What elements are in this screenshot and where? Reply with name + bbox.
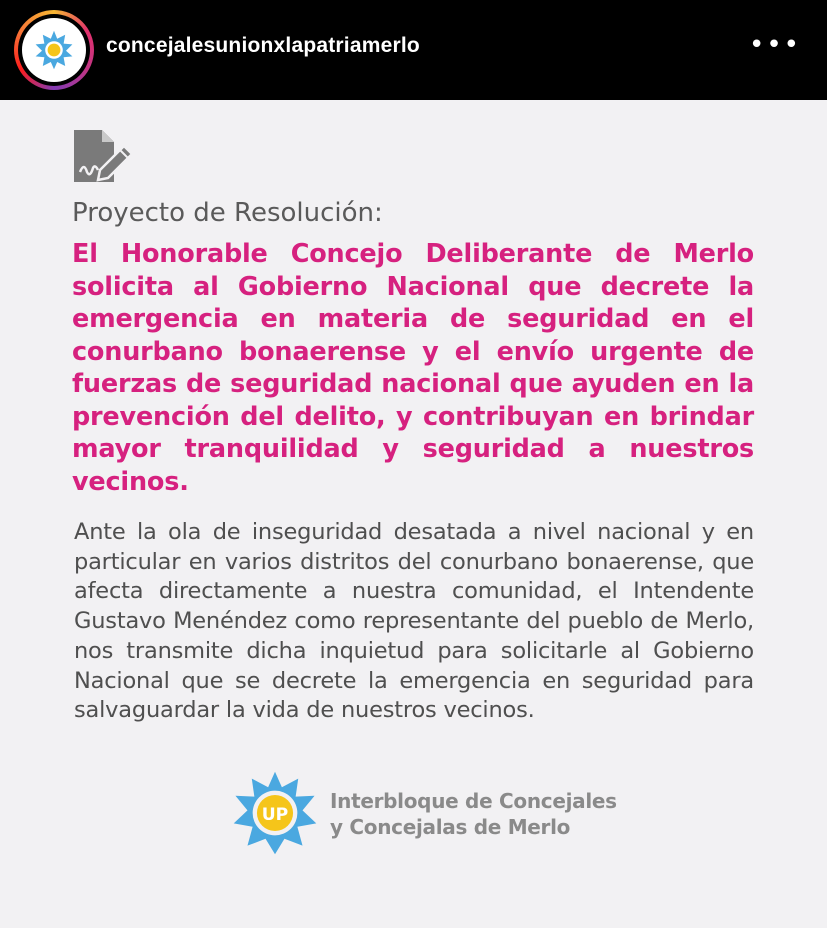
up-sun-logo (232, 770, 318, 860)
document-signature-icon (72, 128, 134, 188)
headline: El Honorable Concejo Deliberante de Merlo solicita al Gobierno Nacional que decrete la emergencia en materia de seguridad en el conurbano bonaerense y el envío urgente de fuerzas de seguridad nacional que ayuden en la prevención del delito, y contribuyan en brindar mayor tranquilidad y seguridad a nuestros vecinos. (72, 239, 754, 497)
post-header (0, 0, 827, 100)
avatar-logo-icon (34, 30, 74, 70)
section-label: Proyecto de Resolución: (72, 198, 383, 228)
more-options-icon[interactable]: ••• (748, 30, 801, 60)
footer-line-1: Interbloque de Concejales (330, 789, 617, 813)
body-paragraph: Ante la ola de inseguridad desatada a nivel nacional y en particular en varios distritos del conurbano bonaerense, que afecta directamente a nuestra comunidad, el Intendente Gustavo Menéndez como representante del pueblo de Merlo, nos transmite dicha inquietud para solicitarle al Gobierno Nacional que se decrete la emergencia en seguridad para salvaguardar la vida de nuestros vecinos. (74, 519, 754, 724)
account-username[interactable]: concejalesunionxlapatriamerlo (106, 34, 420, 57)
up-logo-text: UP (261, 804, 289, 825)
story-ring[interactable] (14, 10, 94, 90)
footer-caption (330, 788, 617, 840)
footer-line-2: y Concejalas de Merlo (330, 815, 571, 839)
avatar[interactable] (22, 18, 86, 82)
